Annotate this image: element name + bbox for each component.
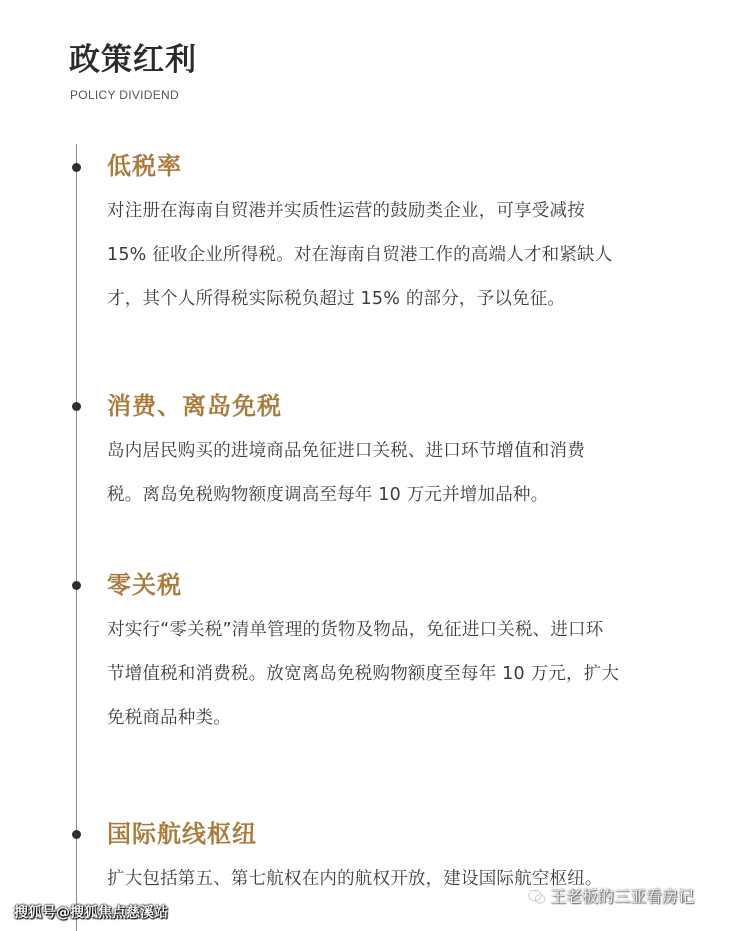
wechat-icon [528,889,546,905]
watermark-author [528,886,694,908]
section-body: 岛内居民购买的进境商品免征进口关税、进口环节增值和消费 税。离岛免税购物额度调高至每年 10 万元并增加品种。 [107,441,585,505]
section-title: 国际航线枢纽 [107,820,257,848]
timeline-line [76,144,77,931]
policy-section-zero-tariff [107,568,707,740]
section-title: 低税率 [107,152,182,180]
page-subtitle: POLICY DIVIDEND [70,88,179,102]
section-title: 零关税 [107,571,182,599]
policy-section-duty-free [107,389,707,517]
timeline-dot [72,581,81,590]
timeline-dot [72,163,81,172]
watermark-source: 搜狐号@搜狐焦点慈溪站 [14,905,168,921]
page-title: 政策红利 [69,42,197,78]
watermark-author-text: 王老板的三亚看房记 [550,887,695,906]
section-body: 扩大包括第五、第七航权在内的航权开放，建设国际航空枢纽。 [107,869,603,889]
policy-section-low-tax [107,149,707,321]
section-body: 对注册在海南自贸港并实质性运营的鼓励类企业，可享受减按 15% 征收企业所得税。对在海南自贸港工作的高端人才和紧缺人 才，其个人所得税实际税负超过 15% 的部分，予以免征。 [107,201,613,309]
section-title: 消费、离岛免税 [107,392,282,420]
timeline-dot [72,402,81,411]
section-body: 对实行“零关税”清单管理的货物及物品，免征进口关税、进口环 节增值税和消费税。放宽离岛免税购物额度至每年 10 万元，扩大 免税商品种类。 [107,620,620,728]
timeline-dot [72,830,81,839]
